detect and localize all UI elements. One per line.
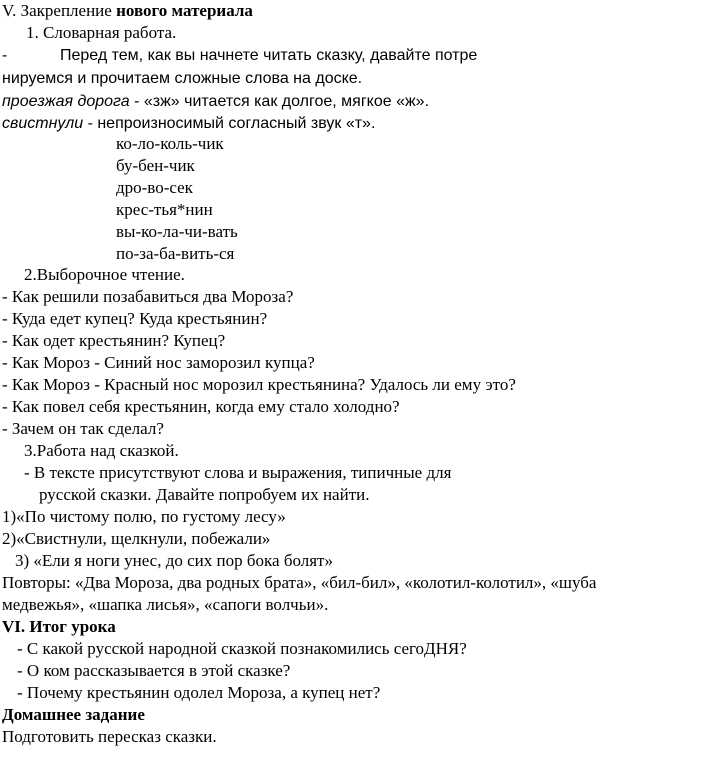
repeats-line-2: медвежья», «шапка лисья», «сапоги волчьи». (2, 595, 329, 614)
section5-roman: V. Закрепление (2, 1, 117, 20)
syllable-word: бу-бен-чик (116, 156, 195, 175)
tale-task-line-2: русской сказки. Давайте попробуем их найти. (39, 485, 370, 504)
homework-text: Подготовить пересказ сказки. (2, 727, 217, 746)
repeats-line-1: Повторы: «Два Мороза, два родных брата», «бил-бил», «колотил-колотил», «шуба (2, 573, 597, 592)
reading-question: - Как решили позабавиться два Мороза? (2, 287, 294, 306)
reading-question: - Как Мороз - Синий нос заморозил купца? (2, 353, 315, 372)
selective-reading-heading: 2.Выборочное чтение. (24, 265, 185, 284)
rule2-text: - непроизносимый согласный звук «т». (83, 115, 376, 132)
syllable-word: крес-тья*нин (116, 200, 213, 219)
rule-line-1 (2, 91, 429, 113)
reading-question: - Как одет крестьянин? Купец? (2, 331, 226, 350)
rule1-word: проезжая дорога (2, 93, 130, 110)
example-item: 2)«Свистнули, щелкнули, побежали» (2, 529, 271, 548)
summary-question: - Почему крестьянин одолел Мороза, а купец нет? (17, 683, 381, 702)
intro-dash: - (2, 47, 8, 64)
tale-work-heading: 3.Работа над сказкой. (24, 441, 179, 460)
section5-heading (2, 0, 253, 22)
example-item: 3) «Ели я ноги унес, до сих пор бока болят» (15, 551, 333, 570)
reading-question: - Как повел себя крестьянин, когда ему стало холодно? (2, 397, 400, 416)
reading-question: - Куда едет купец? Куда крестьянин? (2, 309, 268, 328)
section6-title: VI. Итог урока (2, 617, 116, 636)
section5-title: нового материала (116, 1, 253, 20)
syllable-word: дро-во-сек (116, 178, 193, 197)
rule2-word: свистнули (2, 115, 84, 132)
syllable-word: вы-ко-ла-чи-вать (116, 222, 238, 241)
reading-question: - Как Мороз - Красный нос морозил крестьянина? Удалось ли ему это? (2, 375, 516, 394)
reading-question: - Зачем он так сделал? (2, 419, 164, 438)
example-item: 1)«По чистому полю, по густому лесу» (2, 507, 286, 526)
homework-title: Домашнее задание (2, 705, 145, 724)
summary-question: - С какой русской народной сказкой познакомились сегоДНЯ? (17, 639, 467, 658)
syllable-word: по-за-ба-вить-ся (116, 244, 235, 263)
rule1-text: - «зж» читается как долгое, мягкое «ж». (129, 93, 430, 110)
summary-question: - О ком рассказывается в этой сказке? (17, 661, 291, 680)
intro-text-1: Перед тем, как вы начнете читать сказку, давайте потре (60, 47, 478, 64)
syllable-word: ко-ло-коль-чик (116, 134, 224, 153)
tale-task-line-1: - В тексте присутствуют слова и выражения, типичные для (24, 463, 452, 482)
rule-line-2 (2, 113, 375, 135)
intro-line-2: нируемся и прочитаем сложные слова на доске. (2, 70, 363, 87)
intro-line-1 (2, 45, 477, 67)
vocabulary-work-heading: 1. Словарная работа. (26, 23, 177, 42)
